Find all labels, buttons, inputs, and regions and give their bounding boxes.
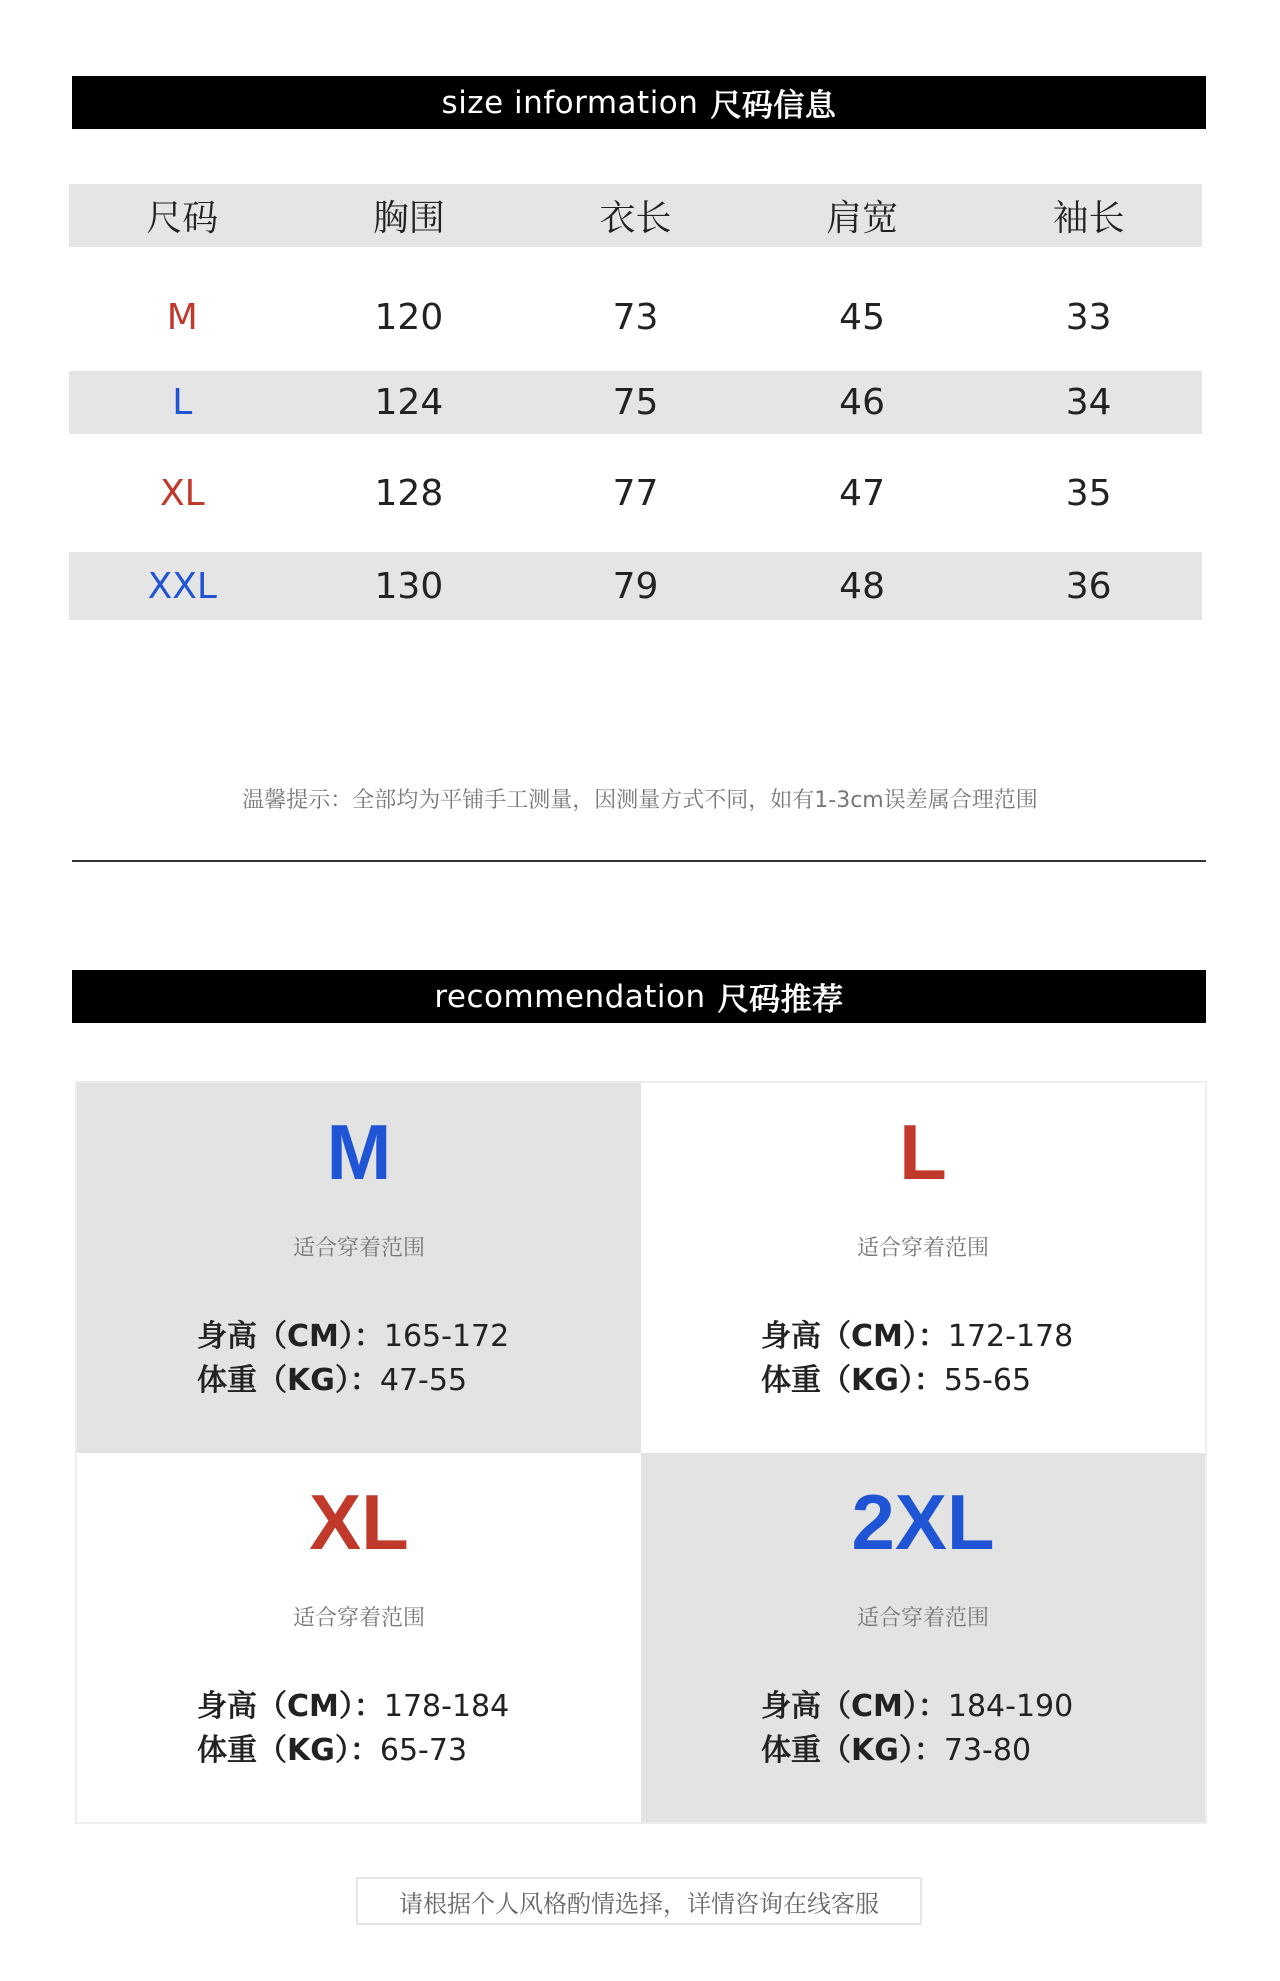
recommendation-header: [72, 970, 1206, 1023]
card-subtitle: 适合穿着范围: [292, 1605, 425, 1631]
card-size-label: XL: [309, 1477, 409, 1566]
weight-range: 65-73: [379, 1732, 468, 1768]
size-label: L: [172, 382, 193, 423]
chest-value: 130: [374, 565, 444, 607]
shoulder-value: 45: [839, 297, 885, 338]
card-specs: [197, 1315, 509, 1403]
size-information-title-cn: 尺码信息: [710, 88, 837, 124]
weight-label: 体重（KG）：: [197, 1732, 380, 1768]
recommendation-title-en: recommendation: [434, 978, 706, 1015]
length-value: 75: [612, 382, 659, 423]
weight-label: 体重（KG）：: [761, 1732, 944, 1768]
header-length: 衣长: [599, 198, 672, 239]
length-value: 73: [612, 297, 659, 338]
height-range: 172-178: [947, 1319, 1074, 1354]
card-subtitle: 适合穿着范围: [856, 1605, 989, 1631]
shoulder-value: 48: [839, 565, 885, 607]
size-label: XXL: [147, 565, 217, 607]
header-shoulder: 肩宽: [826, 198, 899, 239]
table-row: [69, 264, 1202, 371]
card-size-label: 2XL: [851, 1477, 995, 1566]
size-label: XL: [159, 472, 205, 514]
height-range: 184-190: [947, 1688, 1074, 1724]
card-specs: [197, 1685, 509, 1773]
table-row: [69, 434, 1202, 552]
measurement-note: 温馨提示：全部均为平铺手工测量，因测量方式不同，如有1-3cm误差属合理范围: [242, 788, 1038, 813]
recommendation-title-cn: 尺码推荐: [717, 982, 844, 1018]
header-size: 尺码: [146, 198, 219, 239]
section-divider: [72, 860, 1206, 862]
size-card-m: [77, 1083, 641, 1453]
header-chest: 胸围: [372, 198, 445, 239]
card-size-label: L: [899, 1108, 947, 1196]
sleeve-value: 36: [1065, 565, 1112, 607]
recommendation-grid: [75, 1081, 1207, 1824]
size-table-header: [69, 184, 1202, 247]
table-row: [69, 371, 1202, 434]
height-label: 身高（CM）：: [761, 1319, 948, 1354]
shoulder-value: 46: [839, 382, 885, 423]
height-range: 165-172: [383, 1319, 510, 1354]
table-row: [69, 552, 1202, 620]
weight-range: 55-65: [943, 1363, 1032, 1398]
size-card-l: [641, 1083, 1205, 1453]
chest-value: 128: [374, 472, 444, 514]
sleeve-value: 33: [1065, 297, 1112, 338]
card-subtitle: 适合穿着范围: [292, 1236, 425, 1261]
weight-range: 73-80: [943, 1732, 1032, 1768]
card-specs: [761, 1685, 1073, 1773]
card-size-label: M: [326, 1108, 392, 1196]
size-information-title-en: size information: [441, 84, 699, 121]
size-table: [69, 184, 1202, 620]
weight-range: 47-55: [379, 1363, 468, 1398]
size-card-2xl: [641, 1453, 1205, 1823]
chest-value: 120: [374, 297, 444, 338]
height-label: 身高（CM）：: [197, 1319, 384, 1354]
footer-advice: 请根据个人风格酌情选择，详情咨询在线客服: [356, 1877, 922, 1925]
height-range: 178-184: [383, 1688, 510, 1724]
card-specs: [761, 1315, 1073, 1403]
weight-label: 体重（KG）：: [761, 1363, 944, 1398]
size-card-xl: [77, 1453, 641, 1823]
length-value: 77: [612, 472, 659, 514]
size-information-header: [72, 76, 1206, 129]
length-value: 79: [612, 565, 659, 607]
height-label: 身高（CM）：: [197, 1688, 384, 1724]
card-subtitle: 适合穿着范围: [856, 1236, 989, 1261]
height-label: 身高（CM）：: [761, 1688, 948, 1724]
header-sleeve: 袖长: [1052, 198, 1125, 239]
weight-label: 体重（KG）：: [197, 1363, 380, 1398]
sleeve-value: 34: [1065, 382, 1112, 423]
sleeve-value: 35: [1065, 472, 1112, 514]
shoulder-value: 47: [839, 472, 885, 514]
size-label: M: [166, 297, 198, 338]
chest-value: 124: [374, 382, 444, 423]
